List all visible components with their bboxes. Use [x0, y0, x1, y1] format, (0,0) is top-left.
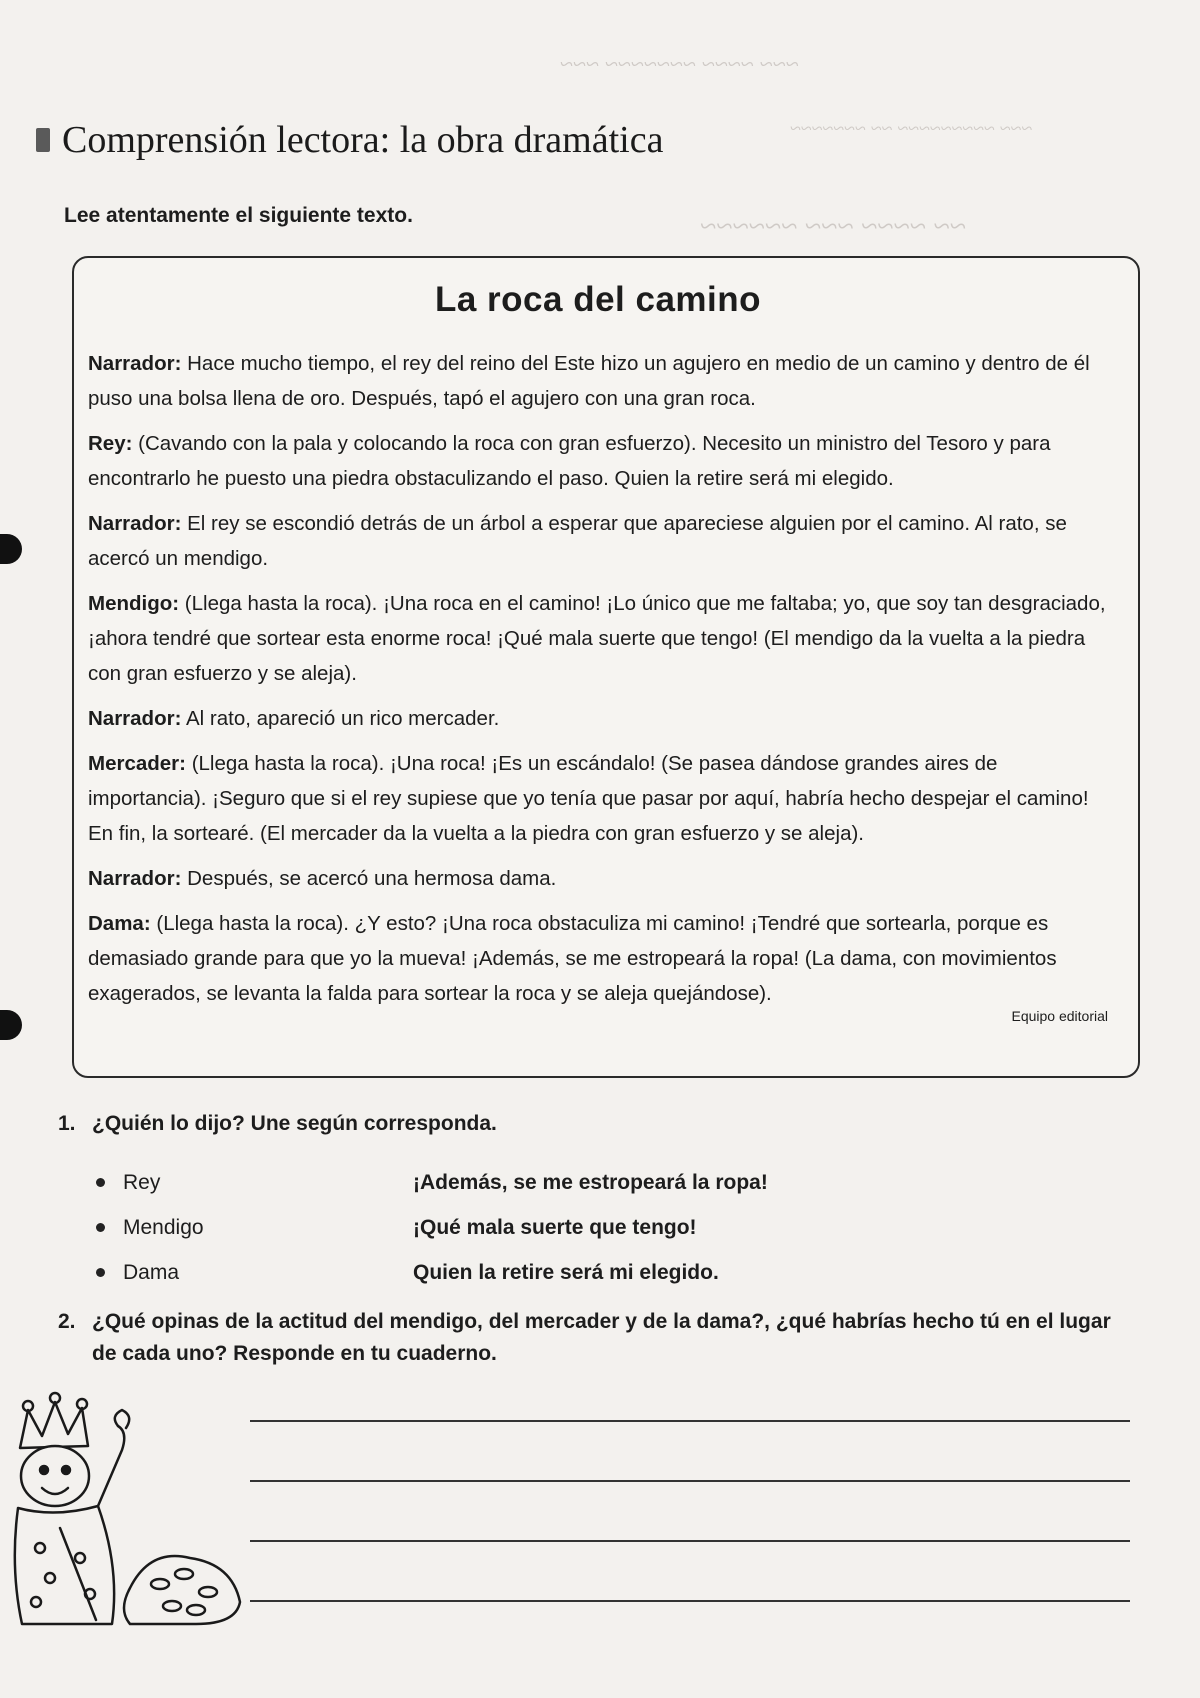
binder-hole: [0, 534, 22, 564]
speaker-label: Mendigo:: [88, 592, 180, 615]
bleed-through-text: ~~ ~~~~ ~~~ ~~~~~~: [700, 210, 966, 243]
paragraph-text: Después, se acercó una hermosa dama.: [181, 867, 557, 890]
character-name: Dama: [123, 1260, 180, 1284]
character-name: Rey: [123, 1170, 161, 1194]
quote-phrase: Quien la retire será mi elegido.: [413, 1260, 719, 1284]
answer-line[interactable]: [250, 1480, 1130, 1482]
bleed-through-text: ~~~ ~~~~~~~~~ ~~ ~~~~~~~: [790, 118, 1033, 140]
paragraph-text: (Cavando con la pala y colocando la roca con gran esfuerzo). Necesito un ministro del Tesoro y para encontrarlo he puesto una piedra obstaculizando el paso. Quien la retire será mi elegido.: [88, 432, 1051, 490]
answer-line[interactable]: [250, 1540, 1130, 1542]
question-text: ¿Quién lo dijo? Une según corresponda.: [92, 1112, 497, 1135]
paragraph-text: (Llega hasta la roca). ¡Una roca en el camino! ¡Lo único que me faltaba; yo, que soy tan desgraciado, ¡ahora tendré que sortear esta enorme roca! ¡Qué mala suerte que tengo! (El mendigo da la vuelta a la piedra con gran esfuerzo y se aleja).: [88, 592, 1106, 685]
speaker-label: Dama:: [88, 912, 151, 935]
king-illustration-icon: [0, 1388, 250, 1628]
match-row: [96, 1205, 996, 1250]
character-name: Mendigo: [123, 1215, 204, 1239]
section-marker-icon: [36, 128, 50, 152]
binder-hole: [0, 1010, 22, 1040]
dialogue-paragraph: [88, 906, 1108, 1011]
speaker-label: Narrador:: [88, 352, 182, 375]
match-row: [96, 1250, 996, 1295]
paragraph-text: Al rato, apareció un rico mercader.: [181, 707, 500, 730]
question-number: 2.: [58, 1310, 76, 1333]
answer-line[interactable]: [250, 1600, 1130, 1602]
question-2: [58, 1306, 1138, 1370]
speaker-label: Mercader:: [88, 752, 186, 775]
bullet-dot-icon[interactable]: [96, 1223, 105, 1232]
source-credit: Equipo editorial: [1011, 1008, 1108, 1024]
match-row: [96, 1160, 996, 1205]
bullet-dot-icon[interactable]: [96, 1268, 105, 1277]
answer-line[interactable]: [250, 1420, 1130, 1422]
worksheet-header: [36, 118, 663, 162]
dialogue-paragraph: [88, 586, 1108, 691]
dialogue-paragraph: [88, 746, 1108, 851]
matching-exercise: [96, 1160, 996, 1295]
speaker-label: Narrador:: [88, 707, 182, 730]
reading-title: La roca del camino: [434, 280, 762, 319]
speaker-label: Narrador:: [88, 512, 182, 535]
paragraph-text: (Llega hasta la roca). ¡Una roca! ¡Es un escándalo! (Se pasea dándose grandes aires de importancia). ¡Seguro que si el rey supiese que yo tenía que pasar por aquí, habría hecho despejar el camino! En fin, la sortearé. (El mercader da la vuelta a la piedra con gran esfuerzo y se aleja).: [88, 752, 1089, 845]
dialogue-paragraph: [88, 506, 1108, 576]
reading-instruction: Lee atentamente el siguiente texto.: [64, 204, 413, 227]
quote-phrase: ¡Qué mala suerte que tengo!: [413, 1215, 697, 1239]
speaker-label: Rey:: [88, 432, 133, 455]
bullet-dot-icon[interactable]: [96, 1178, 105, 1187]
page-title: Comprensión lectora: la obra dramática: [62, 119, 664, 161]
dialogue-paragraph: [88, 426, 1108, 496]
question-number: 1.: [58, 1112, 76, 1135]
paragraph-text: Hace mucho tiempo, el rey del reino del Este hizo un agujero en medio de un camino y dentro de él puso una bolsa llena de oro. Después, tapó el agujero con una gran roca.: [88, 352, 1090, 410]
bleed-through-text: ~~~ ~~~~ ~~~~~~~ ~~~: [560, 52, 799, 78]
question-text: ¿Qué opinas de la actitud del mendigo, del mercader y de la dama?, ¿qué habrías hecho tú en el lugar de cada uno? Responde en tu cuaderno.: [92, 1310, 1111, 1365]
reading-text-box: [72, 256, 1140, 1078]
paragraph-text: El rey se escondió detrás de un árbol a esperar que apareciese alguien por el camino. Al rato, se acercó un mendigo.: [88, 512, 1067, 570]
paragraph-text: (Llega hasta la roca). ¿Y esto? ¡Una roca obstaculiza mi camino! ¡Tendré que sortearla, porque es demasiado grande para que yo la mueva! ¡Además, se me estropeará la ropa! (La dama, con movimientos exagerados, se levanta la falda para sortear la roca y se aleja quejándose).: [88, 912, 1057, 1005]
dialogue-paragraph: [88, 861, 1108, 896]
quote-phrase: ¡Además, se me estropeará la ropa!: [413, 1170, 768, 1194]
question-1: [58, 1108, 497, 1140]
speaker-label: Narrador:: [88, 867, 182, 890]
dialogue-paragraph: [88, 701, 1108, 736]
dialogue-paragraph: [88, 346, 1108, 416]
